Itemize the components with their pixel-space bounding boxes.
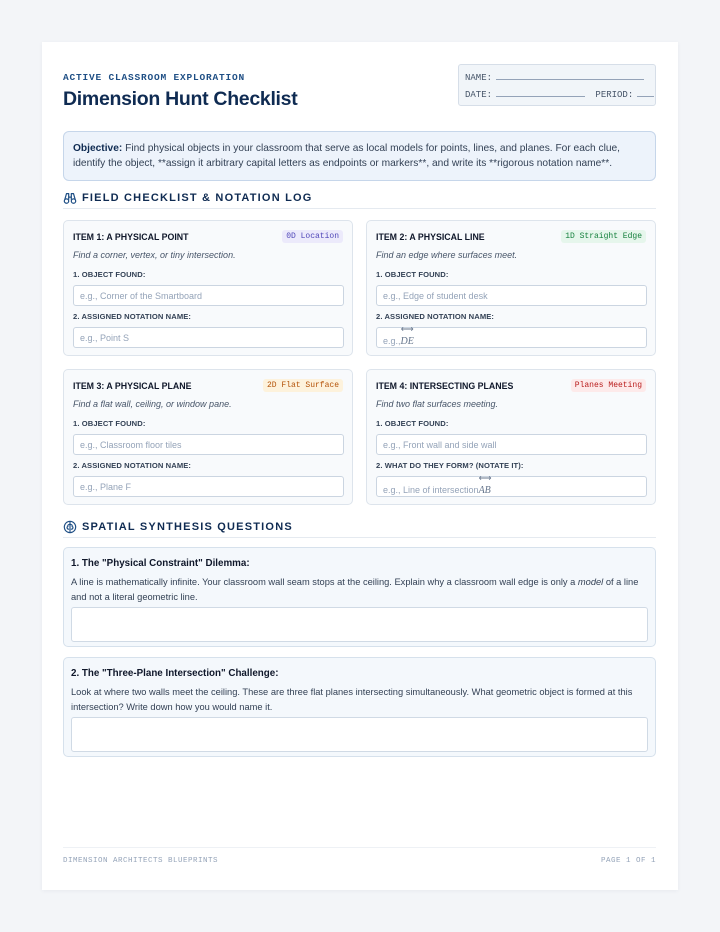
double-arrow-icon: ⟷: [478, 473, 492, 483]
answer-field[interactable]: [71, 607, 648, 642]
objective-box: [63, 131, 656, 181]
date-blank[interactable]: [496, 89, 585, 97]
objective-label: Objective:: [73, 143, 123, 154]
item-clue: Find a flat wall, ceiling, or window pane.: [73, 399, 232, 409]
line-letters: DE: [400, 336, 414, 347]
brain-icon: [63, 520, 77, 534]
object-found-input[interactable]: [376, 434, 647, 455]
notation-name-input[interactable]: [376, 473, 647, 497]
item-title: ITEM 4: INTERSECTING PLANES: [376, 381, 514, 391]
object-found-input[interactable]: [73, 434, 344, 455]
notation-name-label: 2. ASSIGNED NOTATION NAME:: [376, 312, 495, 321]
line-notation: [478, 473, 492, 500]
notation-name-input[interactable]: [73, 327, 344, 348]
eyebrow-label: ACTIVE CLASSROOM EXPLORATION: [63, 72, 246, 83]
line-letters: AB: [478, 485, 491, 496]
question-body: [71, 685, 647, 715]
question-card: [63, 657, 656, 757]
questions-section-title: SPATIAL SYNTHESIS QUESTIONS: [82, 521, 293, 533]
binoculars-icon: [63, 191, 77, 205]
item-card-point: [63, 220, 353, 356]
item-card-line: [366, 220, 656, 356]
dimension-badge: Planes Meeting: [571, 379, 646, 392]
dimension-badge: 0D Location: [282, 230, 343, 243]
page-title: Dimension Hunt Checklist: [63, 88, 298, 110]
object-found-input[interactable]: [73, 285, 344, 306]
notation-placeholder: e.g., Line of intersection: [383, 485, 479, 495]
questions-section-heading: [63, 520, 656, 538]
footer-brand: DIMENSION ARCHITECTS BLUEPRINTS: [63, 857, 219, 865]
answer-field[interactable]: [71, 717, 648, 752]
date-line[interactable]: [465, 89, 654, 100]
item-clue: Find a corner, vertex, or tiny intersection.: [73, 250, 236, 260]
question-text: Look at where two walls meet the ceiling. These are three flat planes intersecting simultaneously. What geometric object is formed at this intersection? Write down how you would name it.: [71, 687, 633, 712]
item-title: ITEM 3: A PHYSICAL PLANE: [73, 381, 192, 391]
object-found-label: 1. OBJECT FOUND:: [73, 270, 146, 279]
checklist-section-heading: [63, 191, 656, 209]
object-found-input[interactable]: [376, 285, 647, 306]
item-card-intersecting-planes: [366, 369, 656, 505]
date-label: DATE:: [465, 90, 493, 100]
item-title: ITEM 1: A PHYSICAL POINT: [73, 232, 189, 242]
item-title: ITEM 2: A PHYSICAL LINE: [376, 232, 485, 242]
objective-text: Find physical objects in your classroom that serve as local models for points, lines, and planes. For each clue, identify the object, **assign it arbitrary capital letters as endpoints or markers**, and write its **rigorous notation name**.: [73, 143, 620, 169]
dimension-badge: 2D Flat Surface: [263, 379, 343, 392]
object-found-label: 1. OBJECT FOUND:: [73, 419, 146, 428]
page-number: PAGE 1 OF 1: [600, 857, 656, 865]
checklist-section-title: FIELD CHECKLIST & NOTATION LOG: [82, 192, 313, 204]
name-blank[interactable]: [496, 72, 644, 80]
dimension-badge: 1D Straight Edge: [561, 230, 646, 243]
page-footer: [63, 847, 656, 867]
question-text: A line is mathematically infinite. Your classroom wall seam stops at the ceiling. Explain why a classroom wall edge is only a: [71, 577, 578, 587]
name-label: NAME:: [465, 73, 493, 83]
notation-name-label: 2. WHAT DO THEY FORM? (NOTATE IT):: [376, 461, 524, 470]
question-text-end: of a line and not a literal geometric line.: [71, 577, 639, 602]
object-found-label: 1. OBJECT FOUND:: [376, 419, 449, 428]
name-line[interactable]: [465, 72, 644, 83]
notation-placeholder: e.g.,: [383, 336, 401, 346]
line-notation: [400, 324, 414, 351]
student-info-box: [458, 64, 656, 106]
notation-name-input[interactable]: [73, 476, 344, 497]
period-blank[interactable]: [637, 89, 654, 97]
question-body: [71, 575, 647, 605]
question-emphasis: model: [577, 577, 604, 587]
question-card: [63, 547, 656, 647]
double-arrow-icon: ⟷: [400, 324, 414, 334]
worksheet-page: [42, 42, 678, 890]
item-clue: Find two flat surfaces meeting.: [376, 399, 499, 409]
item-clue: Find an edge where surfaces meet.: [376, 250, 518, 260]
period-label: PERIOD:: [595, 90, 634, 100]
notation-name-label: 2. ASSIGNED NOTATION NAME:: [73, 461, 192, 470]
object-found-label: 1. OBJECT FOUND:: [376, 270, 449, 279]
notation-name-input[interactable]: [376, 324, 647, 348]
item-card-plane: [63, 369, 353, 505]
question-title: 2. The "Three-Plane Intersection" Challenge:: [71, 668, 279, 679]
question-title: 1. The "Physical Constraint" Dilemma:: [71, 558, 250, 569]
notation-name-label: 2. ASSIGNED NOTATION NAME:: [73, 312, 192, 321]
